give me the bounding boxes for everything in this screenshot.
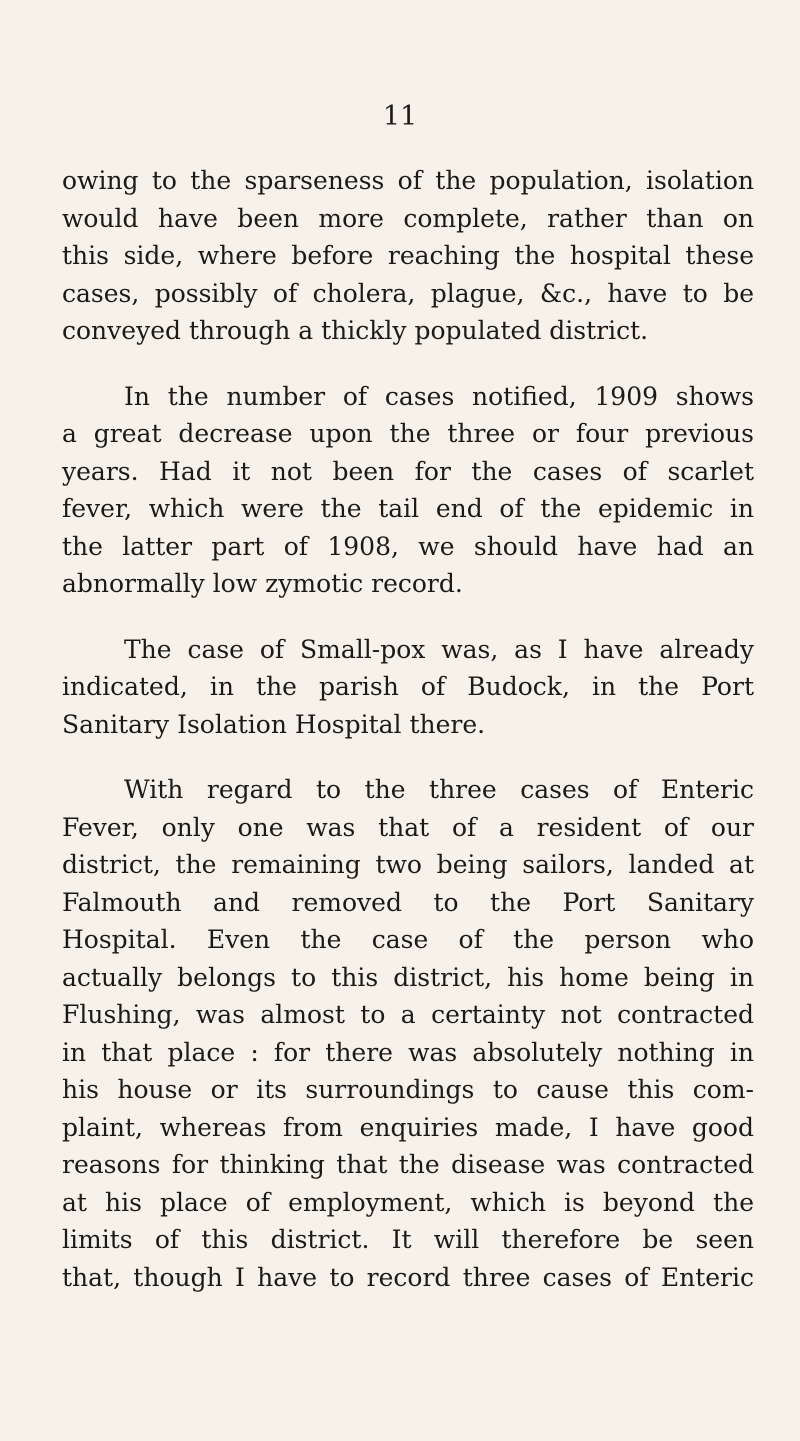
text-line: reasons for thinking that the disease was contracted: [62, 1150, 754, 1179]
text-line: plaint, whereas from enquiries made, I have good: [62, 1112, 754, 1142]
text-line: indicated, in the parish of Budock, in the Port: [62, 672, 754, 701]
text-line: in that place : for there was absolutely nothing in: [62, 1037, 754, 1067]
text-line: years. Had it not been for the cases of scarlet: [62, 456, 754, 486]
text-line: cases, possibly of cholera, plague, &c., have to be: [62, 278, 754, 308]
text-line: at his place of employment, which is beyond the: [62, 1187, 754, 1217]
text-line: actually belongs to this district, his home being in: [62, 962, 754, 992]
text-line: In the number of cases notified, 1909 shows: [124, 381, 754, 411]
text-line: limits of this district. It will therefore be seen: [62, 1225, 754, 1254]
text-line: Fever, only one was that of a resident of our: [62, 812, 754, 842]
text-line: that, though I have to record three cases of Enteric: [62, 1262, 754, 1292]
paragraph-2: [62, 378, 754, 603]
text-line: Hospital. Even the case of the person who: [62, 925, 754, 954]
text-line: Sanitary Isolation Hospital there.: [62, 709, 486, 739]
text-line: abnormally low zymotic record.: [62, 569, 463, 598]
text-line: The case of Small-pox was, as I have already: [124, 634, 754, 664]
text-line: owing to the sparseness of the population, isolation: [62, 166, 754, 195]
body-text: [62, 162, 754, 1324]
paragraph-4: [62, 771, 754, 1296]
text-line: the latter part of 1908, we should have had an: [62, 531, 754, 561]
text-line: would have been more complete, rather than on: [62, 203, 754, 233]
paragraph-3: [62, 631, 754, 744]
text-line: a great decrease upon the three or four previous: [62, 419, 754, 448]
text-line: this side, where before reaching the hospital these: [62, 241, 754, 270]
paragraph-1: [62, 162, 754, 350]
text-line: Falmouth and removed to the Port Sanitary: [62, 887, 754, 917]
text-line: his house or its surroundings to cause this com-: [62, 1075, 754, 1104]
text-line: fever, which were the tail end of the epidemic in: [62, 494, 754, 523]
text-line: With regard to the three cases of Enteric: [124, 775, 754, 804]
text-line: Flushing, was almost to a certainty not contracted: [62, 1000, 754, 1029]
text-line: conveyed through a thickly populated district.: [62, 316, 649, 345]
page-number: 11: [382, 101, 418, 132]
text-line: district, the remaining two being sailors, landed at: [62, 850, 754, 879]
